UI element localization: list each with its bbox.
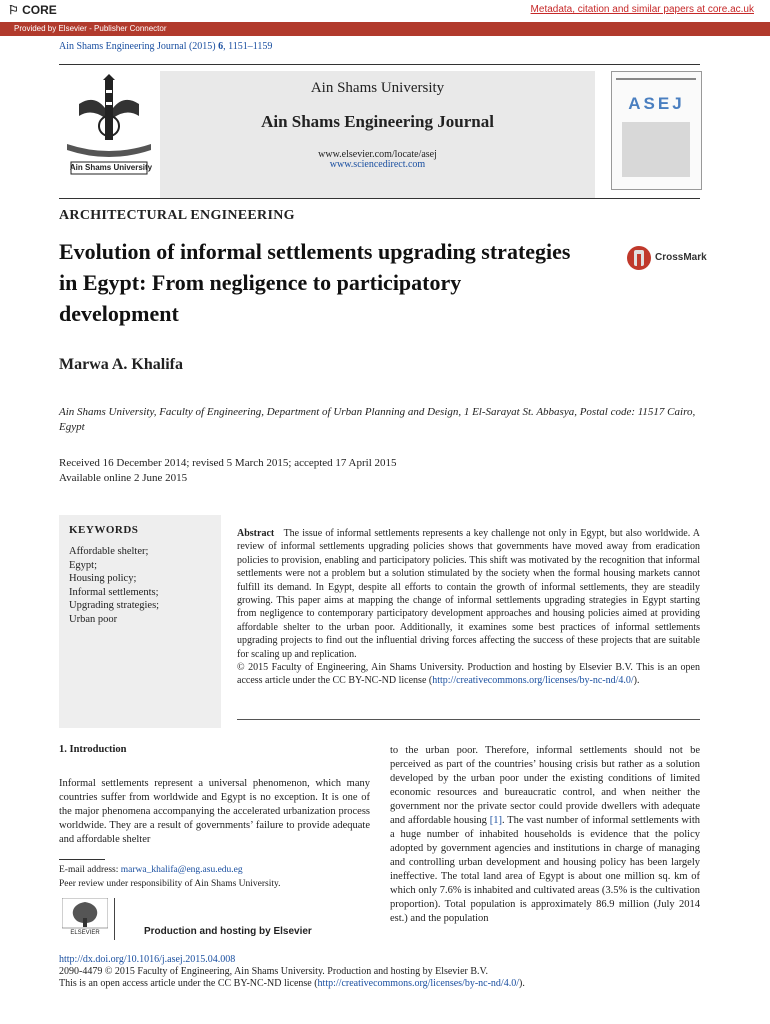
keyword-item: Affordable shelter;: [69, 546, 149, 557]
introduction-heading: 1. Introduction: [59, 744, 127, 755]
author-affiliation: Ain Shams University, Faculty of Engineering, Department of Urban Planning and Design, 1 El-Sarayat St. Abbasya, Postal code: 11517 Cairo, Egypt: [59, 406, 696, 433]
keyword-item: Egypt;: [69, 559, 97, 571]
intro-col2-text-a: to the urban poor. Therefore, informal settlements should not be perceived as part of the countries’ housing crisis but rather as a solution developed by the urban poor under the existing conditions of limited economic resources and bureaucratic control, and when neither the government nor the private sector could provide dwellers with adequate and affordable housing: [390, 745, 700, 826]
abstract-copyright: © 2015 Faculty of Engineering, Ain Shams University. Production and hosting by Elsevier B.V. This is an open access article under the CC BY-NC-ND license (: [237, 662, 700, 687]
journal-reference: [59, 41, 272, 52]
journal-ref-prefix: Ain Shams Engineering Journal (2015): [59, 41, 219, 52]
core-logo[interactable]: [8, 3, 57, 17]
crossmark-button[interactable]: [626, 245, 706, 273]
abstract: [237, 527, 700, 688]
section-label: ARCHITECTURAL ENGINEERING: [59, 208, 295, 223]
elsevier-wordmark: ELSEVIER: [70, 930, 100, 936]
header-top-rule: [59, 64, 700, 65]
abstract-text: The issue of informal settlements represents a key challenge not only in Egypt, but also worldwide. A review of informal settlements upgrading policies shows that governments have moved away from eradication policies to provision, enabling and participatory policies. This shift was motivated by the recognition that informal settlements were not a problem but a solution stimulated by the society when the formal housing markets cannot fulfill its demand. In Egypt, despite all efforts to contain the growth of informal settlements, they are steadily growing. This paper aims at mapping the change of informal settlements upgrading strategies in Egypt starting from negligence to contemporary participatory development approaches and housing policies aimed at providing affordable shelter to the urban poor. Additionally, it examines some best practices of informal settlements upgrading projects to find out the influential driving forces affecting the success of these projects that are suitable for scaling up and replication.: [237, 528, 701, 660]
footer-license-link[interactable]: http://creativecommons.org/licenses/by-nc-nd/4.0/: [317, 978, 519, 989]
journal-name: Ain Shams Engineering Journal: [261, 112, 494, 131]
core-logo-text: CORE: [22, 3, 57, 17]
footnote-peer-review: Peer review under responsibility of Ain Shams University.: [59, 879, 281, 889]
abstract-copyright-end: ).: [633, 675, 640, 687]
crossmark-icon: [626, 245, 652, 271]
provided-by-text: Provided by Elsevier - Publisher Connector: [14, 24, 167, 33]
core-logo-icon: ⚐: [8, 3, 19, 17]
header-bottom-rule: [59, 198, 700, 199]
cover-title: ASEJ: [628, 94, 685, 113]
elsevier-separator: [114, 898, 115, 940]
footnote-rule: [59, 859, 105, 860]
university-name: Ain Shams University: [310, 80, 445, 96]
journal-ref-volume: 6: [218, 41, 224, 52]
abstract-rule: [237, 719, 700, 720]
article-dates: [59, 456, 397, 486]
intro-column-1: Informal settlements represent a universal phenomenon, which many countries suffer from worldwide and Egypt is no exception. It is one of the major phenomena accompanying the accelerated urbanization process worldwide. They are a result of governments’ failure to provide adequate and affordable shelter: [59, 778, 370, 845]
journal-ref-pages: , 1151–1159: [223, 41, 273, 52]
elsevier-journal-link[interactable]: www.elsevier.com/locate/asej: [318, 149, 437, 160]
received-dates: Received 16 December 2014; revised 5 March 2015; accepted 17 April 2015: [59, 457, 397, 469]
keyword-item: Urban poor: [69, 613, 118, 625]
abstract-label: Abstract: [237, 528, 275, 539]
reference-link[interactable]: [1]: [489, 815, 502, 826]
core-metadata-link[interactable]: Metadata, citation and similar papers at core.ac.uk: [530, 4, 754, 15]
keyword-item: Housing policy;: [69, 573, 137, 584]
email-label: E-mail address:: [59, 865, 121, 875]
elsevier-hosting-text: Production and hosting by Elsevier: [144, 926, 312, 937]
sciencedirect-link[interactable]: www.sciencedirect.com: [329, 159, 426, 170]
logo-caption: Ain Shams University: [69, 163, 153, 172]
footnote-email: [59, 865, 243, 875]
author-email-link[interactable]: marwa_khalifa@eng.asu.edu.eg: [120, 865, 243, 875]
keyword-item: Informal settlements;: [69, 586, 159, 598]
intro-column-2: [390, 744, 700, 926]
intro-col2-text-b: . The vast number of informal settlements with a huge number of inhabited households is evidence that the policy adopted by government agencies and institutions in charge of managing and controlling urban development and housing policy has been largely ineffective. The total land area of Egypt is about one million sq. km of which only 7.6% is inhabited and cultivated areas (3.5% is the cultivation proportion). Total population is approximately 86.9 million (July 2014 est.) and the population: [390, 815, 700, 924]
keywords-title: KEYWORDS: [69, 524, 139, 536]
keywords-list: [69, 545, 159, 626]
keyword-item: Upgrading strategies;: [69, 600, 160, 611]
license-prefix: This is an open access article under the CC BY-NC-ND license (: [59, 978, 318, 989]
author-name: Marwa A. Khalifa: [59, 356, 183, 373]
doi-link[interactable]: http://dx.doi.org/10.1016/j.asej.2015.04.008: [59, 954, 236, 965]
issn-line: 2090-4479 © 2015 Faculty of Engineering, Ain Shams University. Production and hosting by Elsevier B.V.: [59, 966, 488, 977]
online-date: Available online 2 June 2015: [59, 472, 188, 484]
license-suffix: ).: [518, 978, 525, 989]
journal-cover-image: [611, 71, 702, 190]
abstract-license-link[interactable]: http://creativecommons.org/licenses/by-nc-nd/4.0/: [432, 675, 634, 687]
article-title: Evolution of informal settlements upgrading strategies in Egypt: From negligence to participatory development: [59, 239, 571, 326]
crossmark-label: CrossMark: [655, 252, 707, 263]
license-line: [59, 978, 525, 989]
